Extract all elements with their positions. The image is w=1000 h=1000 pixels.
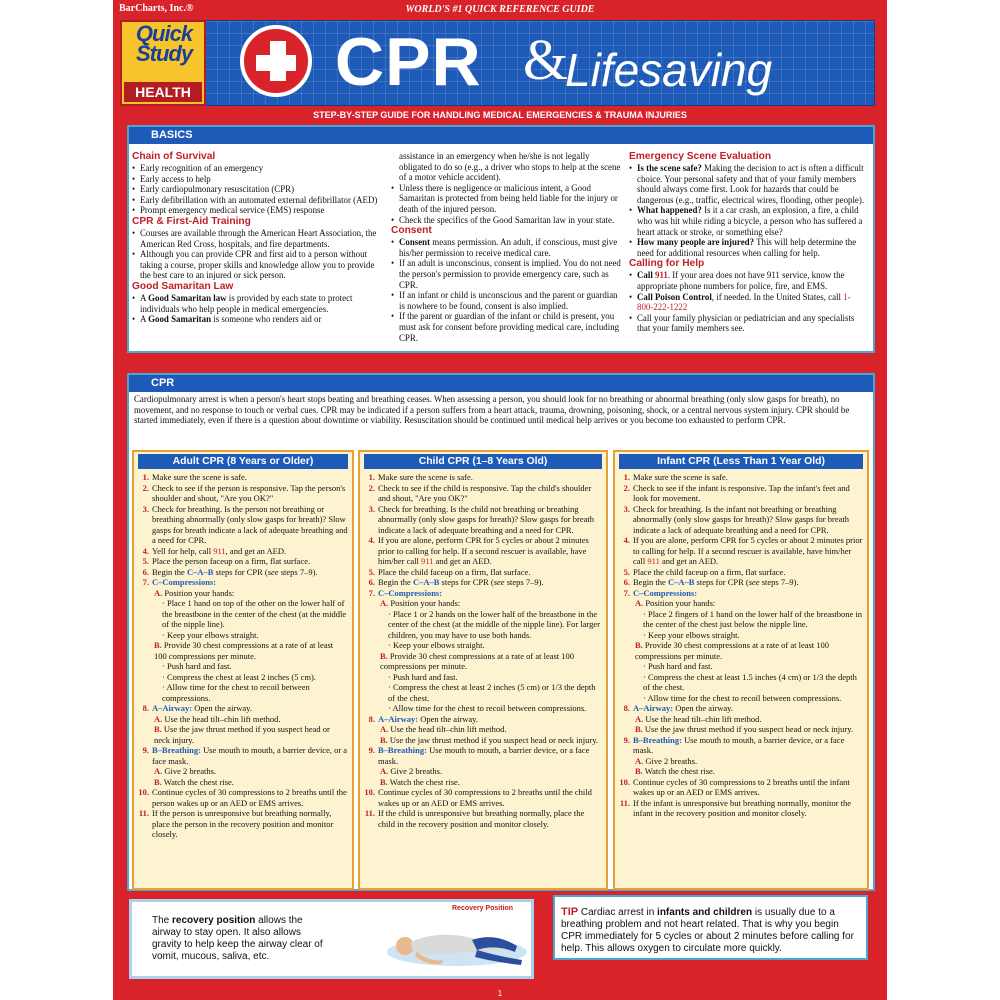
- list-item: • Call Poison Control, if needed. In the United States, call 1-800-222-1222: [629, 292, 865, 313]
- basics-panel: [127, 125, 875, 353]
- chain-title: Chain of Survival: [132, 151, 216, 162]
- title-sub: Lifesaving: [565, 44, 773, 96]
- list-item: • Although you can provide CPR and first aid to a person without taking a course, proper skills and knowledge allow you to provide the best care to an injured or sick person.: [132, 249, 382, 281]
- step: C–Compressions:: [378, 587, 443, 598]
- list-item: • Early cardiopulmonary resuscitation (CPR): [132, 184, 382, 195]
- step: A–Airway: Open the airway.: [152, 703, 253, 713]
- training-title: CPR & First-Aid Training: [132, 215, 251, 227]
- step: Check for breathing. Is the infant not breathing or breathing abnormally (only slow gasps for breath)? Slow gasps for breath indicate a lack of adequate breathing and a need for CPR.: [633, 503, 849, 535]
- step: C–Compressions:: [633, 587, 698, 598]
- recovery-image-label: Recovery Position: [452, 905, 514, 912]
- list-item: • If an adult is unconscious, consent is implied. You do not need the person's permission to provide emergency care, such as CPR.: [391, 258, 623, 290]
- basics-column-3: [629, 151, 865, 334]
- step: Check to see if the infant is responsive. Tap the infant's feet and look for movement.: [633, 482, 850, 503]
- list-item: • Is the scene safe? Making the decision to act is often a difficult choice. Your personal safety and that of your family members should always come first. Look for hazards that could be dangerous (e.g., traffic, electrical wires, flooding, other people).: [629, 163, 865, 205]
- title-ampersand: &: [523, 27, 569, 92]
- list-item: • Early recognition of an emergency: [132, 163, 382, 174]
- list-item: • Call your family physician or pediatrician and any specialists that your family members see.: [629, 313, 865, 334]
- recovery-position-box: [129, 899, 534, 979]
- list-item: • Early access to help: [132, 174, 382, 185]
- step: Check to see if the child is responsive. Tap the child's shoulder and shout, "Are you OK?": [378, 482, 592, 503]
- step: Make sure the scene is safe.: [378, 472, 473, 482]
- list-item: • Check the specifics of the Good Samaritan law in your state.: [391, 215, 623, 226]
- publisher: BarCharts, Inc.®: [119, 3, 194, 14]
- step: C–Compressions:: [152, 577, 217, 587]
- brand-series: Quick Study: [135, 21, 193, 66]
- subtitle: STEP-BY-STEP GUIDE FOR HANDLING MEDICAL EMERGENCIES & TRAUMA INJURIES: [313, 110, 687, 120]
- step: Begin the C–A–B steps for CPR (see steps 7–9).: [378, 577, 544, 587]
- step: Place the child faceup on a firm, flat surface.: [633, 566, 786, 577]
- list-item: • Call 911. If your area does not have 911 service, know the appropriate phone numbers for police, fire, and EMS.: [629, 270, 865, 291]
- basics-band: BASICS: [129, 127, 873, 144]
- step: B–Breathing: Use mouth to mouth, a barrier device, or a face mask.: [633, 734, 845, 755]
- step: Yell for help, call 911, and get an AED.: [152, 545, 287, 556]
- open-tab[interactable]: OPEN: [891, 72, 914, 81]
- samaritan-title: Good Samaritan Law: [132, 280, 234, 292]
- list-item: • A Good Samaritan law is provided by each state to protect individuals who help people in medical emergencies.: [132, 293, 382, 314]
- step: B–Breathing: Use mouth to mouth, a barrier device, or a face mask.: [152, 745, 348, 766]
- child-cpr-box: Child CPR (1–8 Years Old) 1. Make sure the scene is safe. 2. Check to see if the child is responsive. Tap the child's shoulder and shout, "Are you OK?" 3. Check for breathing. Is the child not breathing or breathing abnormally (only slow gasps for breath)? Slow gasps for breath indicate a lack of adequate breathing and a need for CPR. 4. If you are alone, perform CPR for 5 cycles or about 2 minutes prior to calling for help. If a second rescuer is available, have him/her call 911 and get an AED. 5. Place the child faceup on a firm, flat surface. 6. Begin the C–A–B steps for CPR (see steps 7–9). 7. C–Compressions: A. Position your hands: · Place 1 or 2 hands on the lower half of the breastbone in the center of the chest (at the middle of the nipple line). For larger children, you may have to use both hands. · Keep your elbows straight. B. Provide 30 chest compressions at a rate of at least 100 compressions per minute. · Push hard and fast. · Compress the chest at least 2 inches (5 cm) or 1/3 the depth of the chest. · Allow time for the chest to recoil between compressions. 8. A–Airway: Open the airway. A. Use the head tilt–chin lift method. B. Use the jaw thrust method if you suspect head or neck injury. 9. B–Breathing: Use mouth to mouth, a barrier device, or a face mask. A. Give 2 breaths. B. Watch the chest rise. 10. Continue cycles of 30 compressions to 2 breaths until the child wakes up or an AED or EMS arrives. 11. If the child is unresponsive but breathing normally, place the child in the recovery position and monitor closely.: [358, 450, 608, 890]
- adult-cpr-title: Adult CPR (8 Years or Older): [138, 454, 348, 469]
- open-tab[interactable]: OPEN: [891, 460, 914, 469]
- consent-title: Consent: [391, 225, 432, 237]
- list-item: • If the parent or guardian of the infant or child is present, you must ask for consent before providing medical care, including CPR.: [391, 311, 623, 343]
- list-item: • Prompt emergency medical service (EMS) response: [132, 205, 382, 216]
- step: Check for breathing. Is the person not breathing or breathing abnormally (only slow gasps for breath)? Slow gasps for breath indicate a lack of adequate breathing and a need for CPR.: [152, 503, 348, 545]
- cpr-intro: Cardiopulmonary arrest is when a person's heart stops beating and breathing ceases. When assessing a person, you should look for no breathing or abnormal breathing (only slow gasps for breath), no movement, and no response to touch or verbal cues. CPR may be indicated if a person suffers from a heart attack, trauma, drowning, poisoning, shock, or a central nervous system injury. CPR should be started immediately, even if there is a question about downtime or viability. Resuscitation should be continued until medical help arrives or you become too exhausted to perform CPR.: [134, 394, 850, 426]
- title-main: CPR: [335, 24, 482, 100]
- list-item: • A Good Samaritan is someone who renders aid or: [132, 314, 382, 325]
- step: B–Breathing: Use mouth to mouth, a barrier device, or a face mask.: [378, 745, 590, 766]
- page-number: 1: [497, 989, 503, 998]
- recovery-position-illustration: [377, 902, 532, 976]
- tagline: WORLD'S #1 QUICK REFERENCE GUIDE: [405, 4, 595, 15]
- basics-column-2: [391, 151, 623, 343]
- step: If the infant is unresponsive but breathing normally, monitor the infant in the recovery position and monitor closely.: [633, 797, 852, 818]
- medical-cross-icon: [240, 25, 312, 97]
- list-item: • Unless there is negligence or malicious intent, a Good Samaritan is protected from being held liable for the injury or death of the injured person.: [391, 183, 623, 215]
- step: Place the person faceup on a firm, flat surface.: [152, 556, 311, 566]
- step: A–Airway: Open the airway.: [633, 703, 734, 713]
- reference-sheet: [113, 0, 914, 1000]
- list-item: • Courses are available through the American Heart Association, the American Red Cross, hospitals, and fire departments.: [132, 228, 382, 249]
- scene-title: Emergency Scene Evaluation: [629, 151, 772, 162]
- step: If the child is unresponsive but breathing normally, place the child in the recovery position and monitor closely.: [378, 808, 585, 829]
- infant-cpr-box: Infant CPR (Less Than 1 Year Old) 1. Make sure the scene is safe. 2. Check to see if the infant is responsive. Tap the infant's feet and look for movement. 3. Check for breathing. Is the infant not breathing or breathing abnormally (only slow gasps for breath)? Slow gasps for breath indicate a lack of adequate breathing and a need for CPR. 4. If you are alone, perform CPR for 5 cycles or about 2 minutes prior to calling for help. If a second rescuer is available, have him/her call 911 and get an AED. 5. Place the child faceup on a firm, flat surface. 6. Begin the C–A–B steps for CPR (see steps 7–9). 7. C–Compressions: A. Position your hands: · Place 2 fingers of 1 hand on the lower half of the breastbone in the center of the chest just below the nipple line. · Keep your elbows straight. B. Provide 30 chest compressions at a rate of at least 100 compressions per minute. · Push hard and fast. · Compress the chest at least 1.5 inches (4 cm) or 1/3 the depth of the chest. · Allow time for the chest to recoil between compressions. 8. A–Airway: Open the airway. A. Use the head tilt–chin lift method. B. Use the jaw thrust method if you suspect head or neck injury. 9. B–Breathing: Use mouth to mouth, a barrier device, or a face mask. A. Give 2 breaths. B. Watch the chest rise. 10. Continue cycles of 30 compressions to 2 breaths until the infant wakes up or an AED or EMS arrives. 11. If the infant is unresponsive but breathing normally, monitor the infant in the recovery position and monitor closely.: [613, 450, 869, 890]
- tip-text: TIP Cardiac arrest in infants and children is usually due to a breathing problem and not heart related. That is why you begin CPR immediately for 5 cycles or about 2 minutes before calling for help. This allows oxygen to circulate more quickly.: [561, 906, 854, 954]
- step: Make sure the scene is safe.: [633, 472, 728, 482]
- cpr-panel: [127, 373, 875, 891]
- tip-box: [553, 895, 868, 960]
- infant-cpr-title: Infant CPR (Less Than 1 Year Old): [619, 454, 863, 469]
- list-item: • Consent means permission. An adult, if conscious, must give his/her permission to receive medical care.: [391, 237, 623, 258]
- step: If you are alone, perform CPR for 5 cycles or about 2 minutes prior to calling for help. If a second rescuer is available, have him/her call 911 and get an AED.: [378, 535, 589, 566]
- step: If you are alone, perform CPR for 5 cycles or about 2 minutes prior to calling for help. If a second rescuer is available, have him/her call 911 and get an AED.: [633, 535, 863, 566]
- open-tab[interactable]: OPEN: [891, 850, 914, 859]
- step: Continue cycles of 30 compressions to 2 breaths until the child wakes up or an AED or EMS arrives.: [378, 787, 592, 808]
- cpr-band: CPR: [129, 375, 873, 392]
- child-cpr-title: Child CPR (1–8 Years Old): [364, 454, 602, 469]
- step: Continue cycles of 30 compressions to 2 breaths until the person wakes up or an AED or EMS arrives.: [152, 787, 347, 808]
- list-item: • Early defibrillation with an automated external defibrillator (AED): [132, 195, 382, 206]
- list-item: • How many people are injured? This will help determine the need for additional resources when calling for help.: [629, 237, 865, 258]
- list-item: • What happened? Is it a car crash, an explosion, a fire, a child who was hit while riding a bicycle, a person who has suffered a heart attack or stroke, or something else?: [629, 205, 865, 237]
- quick-study-logo: [120, 20, 206, 106]
- brand-category: HEALTH: [124, 82, 202, 102]
- recovery-text: The recovery position allows the airway to stay open. It also allows gravity to help keep the airway clear of vomit, mucous, saliva, etc.: [152, 915, 323, 962]
- step: Continue cycles of 30 compressions to 2 breaths until the infant wakes up or an AED or EMS arrives.: [633, 776, 850, 797]
- step: Check to see if the person is responsive. Tap the person's shoulder and shout, "Are you OK?": [152, 482, 346, 503]
- step: Place the child faceup on a firm, flat surface.: [378, 566, 531, 577]
- step: Begin the C–A–B steps for CPR (see steps 7–9).: [633, 577, 799, 587]
- calling-title: Calling for Help: [629, 258, 705, 270]
- step: Make sure the scene is safe.: [152, 472, 247, 482]
- step: Begin the C–A–B steps for CPR (see steps 7–9).: [152, 566, 318, 577]
- step: Check for breathing. Is the child not breathing or breathing abnormally (only slow gasps for breath)? Slow gasps for breath indicate a lack of adequate breathing and a need for CPR.: [378, 503, 594, 535]
- list-item: • If an infant or child is unconscious and the parent or guardian is nowhere to be found, consent is also implied.: [391, 290, 623, 311]
- step: A–Airway: Open the airway.: [378, 713, 479, 724]
- adult-cpr-box: Adult CPR (8 Years or Older) 1. Make sure the scene is safe. 2. Check to see if the person is responsive. Tap the person's shoulder and shout, "Are you OK?" 3. Check for breathing. Is the person not breathing or breathing abnormally (only slow gasps for breath)? Slow gasps for breath indicate a lack of adequate breathing and a need for CPR. 4. Yell for help, call 911, and get an AED. 5. Place the person faceup on a firm, flat surface. 6. Begin the C–A–B steps for CPR (see steps 7–9). 7. C–Compressions: A. Position your hands: · Place 1 hand on top of the other on the lower half of the breastbone in the center of the chest (at the middle of the nipple line). · Keep your elbows straight. B. Provide 30 chest compressions at a rate of at least 100 compressions per minute. · Push hard and fast. · Compress the chest at least 2 inches (5 cm). · Allow time for the chest to recoil between compressions. 8. A–Airway: Open the airway. A. Use the head tilt–chin lift method. B. Use the jaw thrust method if you suspect head or neck injury. 9. B–Breathing: Use mouth to mouth, a barrier device, or a face mask. A. Give 2 breaths. B. Watch the chest rise. 10. Continue cycles of 30 compressions to 2 breaths until the person wakes up or an AED or EMS arrives. 11. If the person is unresponsive but breathing normally, place the person in the recovery position and monitor closely.: [132, 450, 354, 890]
- basics-column-1: [132, 151, 382, 325]
- samaritan-continued: assistance in an emergency when he/she is not legally obligated to do so (e.g., a driver who stops to help at the scene of a motor vehicle accident).: [399, 151, 621, 183]
- step: If the person is unresponsive but breathing normally, place the person in the recovery position and monitor closely.: [152, 808, 334, 839]
